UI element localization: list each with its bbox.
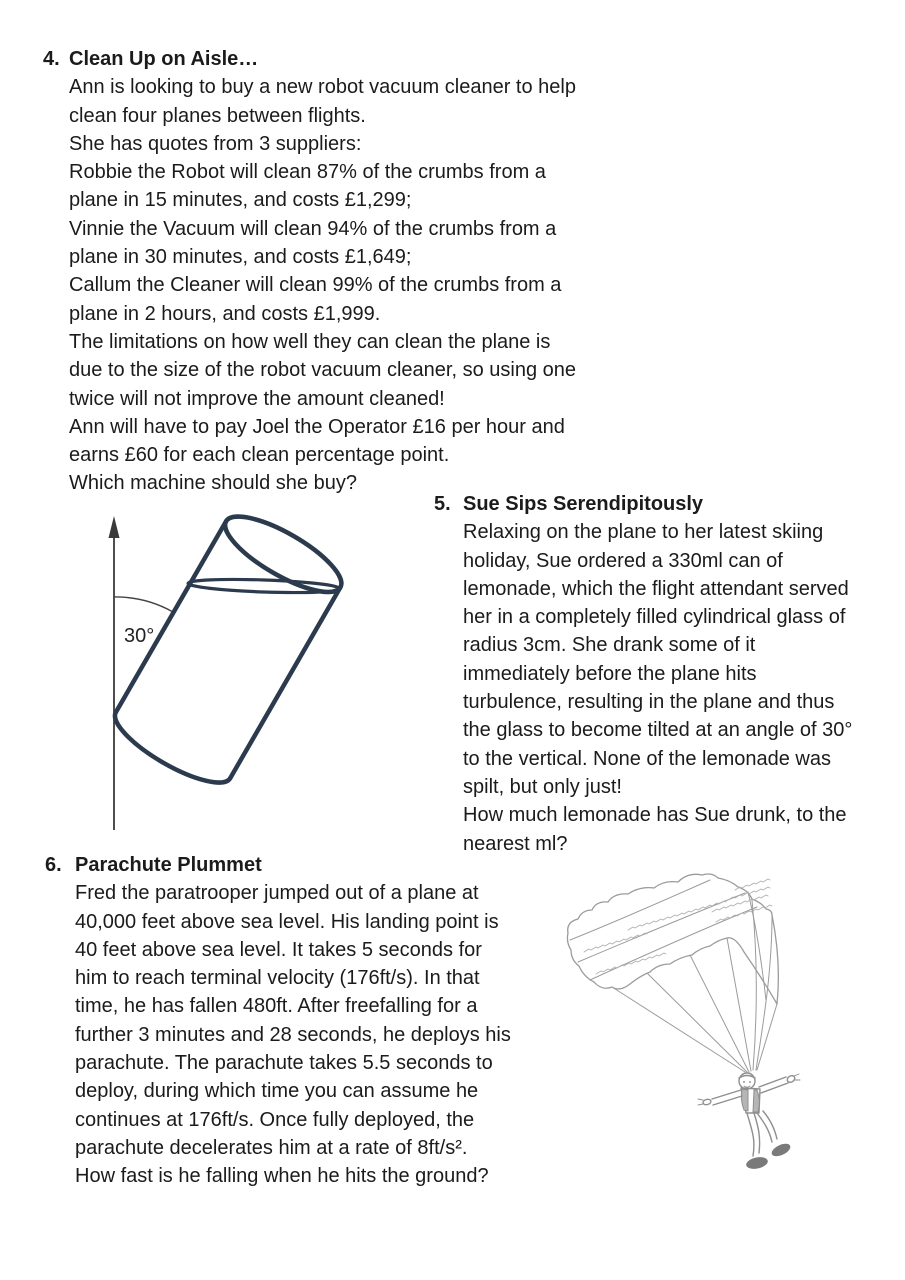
vest-left [741, 1089, 748, 1111]
angle-label: 30° [124, 625, 155, 647]
right-shoe [770, 1141, 792, 1159]
problem-6 [45, 851, 545, 1191]
problem-4-text [69, 73, 603, 497]
text-line: Relaxing on the plane to her latest skiing [463, 521, 824, 544]
text-line: Vinnie the Vacuum will clean 94% of the crumbs from a [69, 217, 557, 240]
text-line: turbulence, resulting in the plane and thus [463, 691, 835, 714]
angle-arc [114, 597, 173, 612]
text-line: holiday, Sue ordered a 330ml can of [463, 549, 783, 572]
vest-right [753, 1090, 759, 1112]
text-line: radius 3cm. She drank some of it [463, 634, 756, 657]
parachute-canopy [567, 874, 778, 1072]
cylinder-bottom-cap [106, 712, 230, 795]
parachute-illustration [545, 850, 905, 1185]
cylinder-right-wall [230, 587, 340, 778]
text-line: Callum the Cleaner will clean 99% of the crumbs from a [69, 274, 562, 297]
paratrooper-legs [747, 1111, 777, 1156]
text-line: plane in 2 hours, and costs £1,999. [69, 302, 381, 325]
text-line: him to reach terminal velocity (176ft/s). In that [75, 967, 480, 990]
liquid-surface-ellipse [188, 577, 340, 594]
problem-6-heading [45, 851, 545, 879]
paratrooper-figure [698, 1073, 800, 1171]
problem-6-text [75, 879, 545, 1190]
problem-4-heading [43, 45, 603, 73]
problem-4 [43, 45, 603, 498]
text-line: How fast is he falling when he hits the ground? [75, 1165, 489, 1188]
text-line: Fred the paratrooper jumped out of a plane at [75, 882, 479, 905]
text-line: parachute decelerates him at a rate of 8ft/s². [75, 1136, 468, 1159]
text-line: the glass to become tilted at an angle of 30° [463, 719, 853, 742]
text-line: She has quotes from 3 suppliers: [69, 132, 362, 155]
problem-5-title: Sue Sips Serendipitously [463, 493, 704, 515]
tilted-cylinder-outline [106, 503, 351, 795]
text-line: 40 feet above sea level. It takes 5 seconds for [75, 938, 482, 961]
text-line: immediately before the plane hits [463, 662, 757, 685]
text-line: Ann will have to pay Joel the Operator £16 per hour and [69, 415, 565, 438]
problem-6-number: 6. [45, 854, 62, 876]
text-line: plane in 30 minutes, and costs £1,649; [69, 246, 412, 269]
text-line: twice will not improve the amount cleaned! [69, 387, 445, 410]
text-line: spilt, but only just! [463, 775, 622, 798]
text-line: Which machine should she buy? [69, 472, 357, 495]
text-line: due to the size of the robot vacuum cleaner, so using one [69, 359, 576, 382]
text-line: further 3 minutes and 28 seconds, he deploys his [75, 1023, 511, 1046]
vertical-axis-arrow [109, 516, 120, 830]
left-shoe [745, 1155, 769, 1170]
problem-4-number: 4. [43, 48, 60, 70]
text-line: her in a completely filled cylindrical glass of [463, 606, 846, 629]
text-line: How much lemonade has Sue drunk, to the [463, 804, 847, 827]
text-line: clean four planes between flights. [69, 104, 366, 127]
text-line: continues at 176ft/s. Once fully deployed, the [75, 1108, 475, 1131]
problem-5-heading [434, 490, 904, 518]
text-line: 40,000 feet above sea level. His landing point is [75, 910, 499, 933]
text-line: to the vertical. None of the lemonade was [463, 747, 831, 770]
text-line: lemonade, which the flight attendant served [463, 577, 849, 600]
text-line: The limitations on how well they can clean the plane is [69, 330, 551, 353]
problem-5-text [463, 518, 904, 858]
text-line: deploy, during which time you can assume he [75, 1080, 479, 1103]
problem-5 [434, 490, 904, 858]
text-line: time, he has fallen 480ft. After freefalling for a [75, 995, 478, 1018]
cylinder-left-wall [116, 521, 226, 712]
problem-6-title: Parachute Plummet [75, 854, 262, 876]
text-line: Robbie the Robot will clean 87% of the crumbs from a [69, 161, 546, 184]
cylinder-diagram [85, 500, 365, 840]
text-line: plane in 15 minutes, and costs £1,299; [69, 189, 412, 212]
suspension-lines [612, 900, 777, 1072]
text-line: nearest ml? [463, 832, 568, 855]
canopy-cell-lines [570, 880, 766, 1000]
problem-4-title: Clean Up on Aisle… [69, 48, 259, 70]
text-line: Ann is looking to buy a new robot vacuum cleaner to help [69, 76, 576, 99]
problem-5-number: 5. [434, 493, 451, 515]
text-line: parachute. The parachute takes 5.5 seconds to [75, 1052, 493, 1075]
text-line: earns £60 for each clean percentage point. [69, 444, 450, 467]
